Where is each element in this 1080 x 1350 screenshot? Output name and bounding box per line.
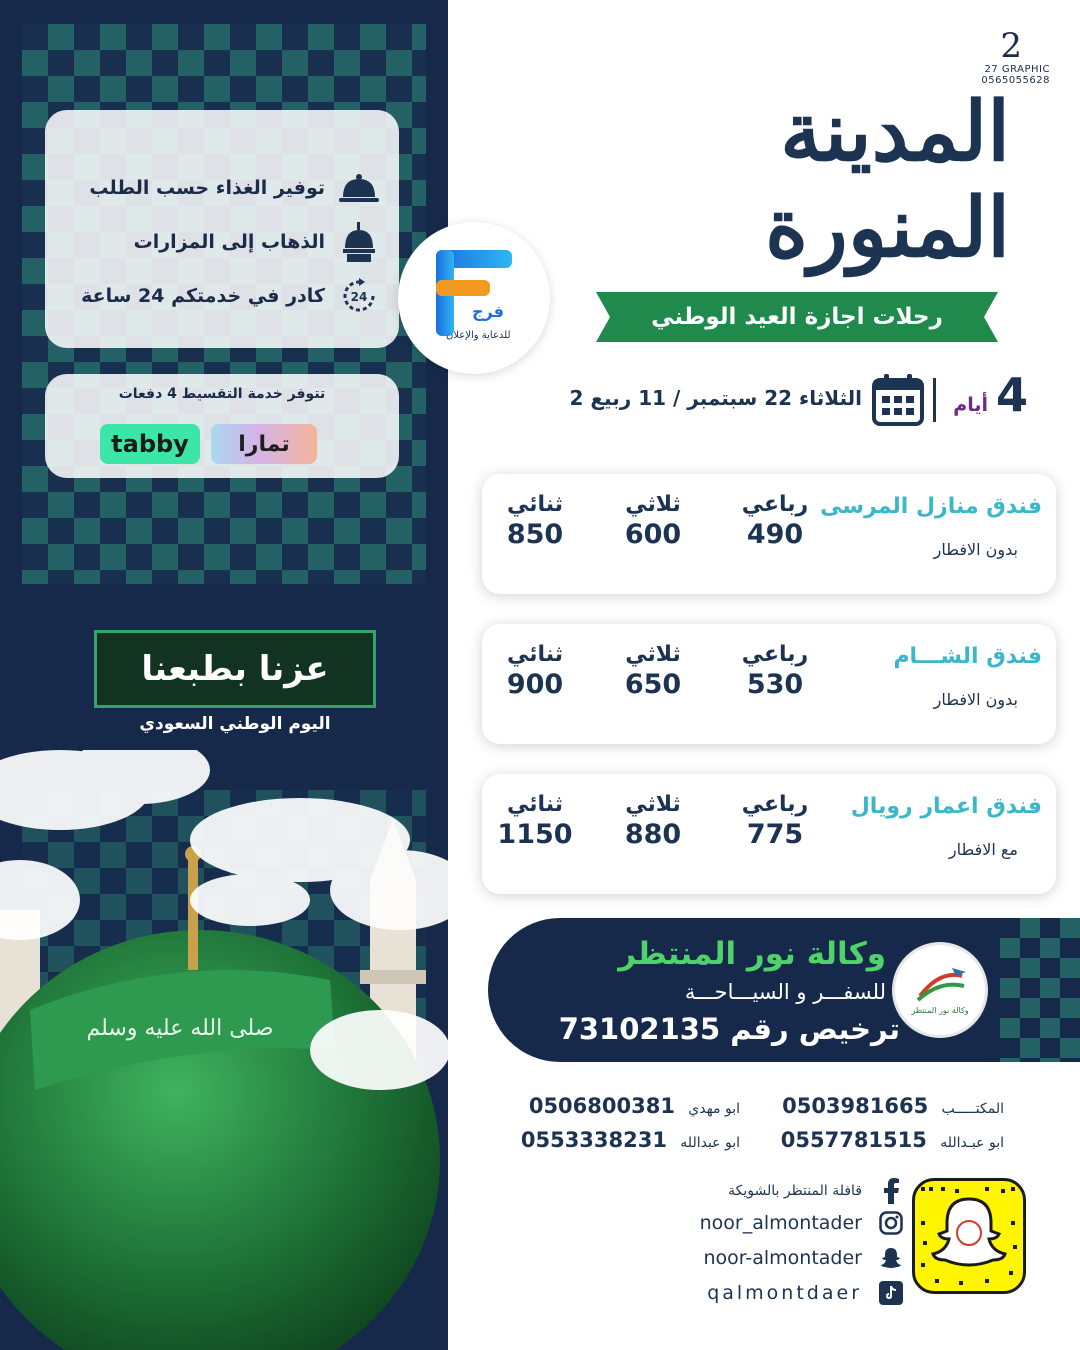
- room-triple: [608, 792, 698, 850]
- tamara-logo: تمارا: [211, 424, 317, 464]
- room-quad: [730, 792, 820, 850]
- contact-abu-mahdi[interactable]: [529, 1094, 740, 1118]
- room-price: 880: [624, 819, 682, 850]
- room-price: 900: [506, 669, 564, 700]
- left-decor-panel: [0, 0, 448, 1350]
- page-title: [540, 84, 1010, 276]
- mosque-icon: [339, 222, 379, 262]
- room-label: رباعي: [741, 642, 809, 667]
- svg-text:24: 24: [350, 290, 368, 304]
- snapchat-icon: [878, 1245, 904, 1271]
- installment-card: [45, 374, 399, 478]
- tiktok-handle: qalmontdaer: [707, 1282, 862, 1304]
- snapchat-handle: noor-almontader: [703, 1247, 862, 1269]
- room-price: 1150: [497, 819, 573, 850]
- tiktok-icon: [878, 1280, 904, 1306]
- hotel-card: [482, 624, 1056, 744]
- advertiser-name: فرج: [472, 302, 504, 321]
- service-text: الذهاب إلى المزارات: [133, 231, 325, 253]
- room-triple: [608, 492, 698, 550]
- facebook-handle: قافلة المنتظر بالشويكة: [728, 1183, 862, 1199]
- hotel-meal: مع الافطار: [948, 840, 1018, 859]
- advertiser-logo: [398, 222, 550, 374]
- agency-banner: [488, 918, 1080, 1062]
- room-double: [490, 792, 580, 850]
- calendar-icon: [872, 374, 924, 430]
- agency-name: وكالة نور المنتظر: [618, 936, 886, 972]
- contact-number: 0503981665: [782, 1094, 929, 1118]
- room-quad: [730, 492, 820, 550]
- f-logo-icon: [398, 222, 550, 374]
- hotel-name: فندق الشـــام: [893, 644, 1042, 669]
- installment-title: تتوفر خدمة التقسيط 4 دفعات: [118, 386, 326, 402]
- social-facebook[interactable]: [728, 1176, 904, 1206]
- designer-name: 27 GRAPHIC: [984, 64, 1050, 75]
- designer-credit: [950, 28, 1050, 86]
- page-title-text: المدينة المنورة: [765, 84, 1010, 276]
- facebook-icon: [878, 1178, 904, 1204]
- snapchat-ghost-icon: [915, 1181, 1023, 1291]
- clock-24-icon: [339, 276, 379, 316]
- room-label: ثلاثي: [625, 492, 681, 517]
- room-double: [490, 642, 580, 700]
- food-cloche-icon: [339, 168, 379, 208]
- hotel-meal: بدون الافطار: [933, 540, 1018, 559]
- national-day-logo: [94, 630, 376, 708]
- green-dome-illustration: [0, 750, 448, 1350]
- service-staff: [59, 276, 379, 316]
- svg-text:صلى الله عليه وسلم: صلى الله عليه وسلم: [86, 1016, 274, 1041]
- airplane-palm-icon: [912, 966, 968, 1006]
- national-day-subtitle: اليوم الوطني السعودي: [139, 714, 331, 734]
- ribbon-text: رحلات اجازة العيد الوطني: [651, 304, 943, 330]
- tabby-logo: tabby: [100, 424, 200, 464]
- agency-logo: [892, 942, 988, 1038]
- room-double: [490, 492, 580, 550]
- room-price: 775: [746, 819, 804, 850]
- contact-number: 0553338231: [520, 1128, 667, 1152]
- hotel-name: فندق اعمار رويال: [850, 794, 1042, 819]
- room-triple: [608, 642, 698, 700]
- days-number: 4: [995, 368, 1028, 422]
- divider: [933, 378, 936, 422]
- room-label: ثلاثي: [625, 642, 681, 667]
- hotel-card: [482, 774, 1056, 894]
- contact-abu-abdullah[interactable]: [781, 1128, 1004, 1152]
- room-label: ثنائي: [506, 642, 564, 667]
- room-price: 650: [624, 669, 682, 700]
- trip-ribbon: [596, 292, 998, 342]
- service-food: [59, 168, 379, 208]
- contact-number: 0506800381: [528, 1094, 675, 1118]
- instagram-icon: [878, 1210, 904, 1236]
- room-label: ثنائي: [506, 492, 564, 517]
- services-card: [45, 110, 399, 348]
- contact-label: ابو مهدي: [688, 1101, 740, 1117]
- agency-tagline: للسفـــر و السيـــاحـــة: [684, 980, 886, 1004]
- room-price: 600: [624, 519, 682, 550]
- social-tiktok[interactable]: [707, 1278, 904, 1308]
- national-day-slogan: عزنا بطبعنا: [141, 649, 329, 689]
- days-label: أيام: [953, 394, 988, 416]
- service-visits: [59, 222, 379, 262]
- contact-office[interactable]: [782, 1094, 1004, 1118]
- agency-logo-text: وكالة نور المنتظر: [911, 1005, 969, 1015]
- designer-mark: 2: [1000, 26, 1022, 66]
- hotel-name: فندق منازل المرسى: [820, 494, 1042, 519]
- service-text: توفير الغذاء حسب الطلب: [89, 177, 325, 199]
- trip-date-row: [548, 370, 1028, 430]
- room-label: ثلاثي: [625, 792, 681, 817]
- contact-label: ابو عبدالله: [680, 1135, 740, 1151]
- contact-number: 0557781515: [780, 1128, 927, 1152]
- contact-label: ابو عبـدالله: [940, 1135, 1004, 1151]
- room-label: رباعي: [741, 792, 809, 817]
- room-price: 490: [746, 519, 804, 550]
- trip-date: الثلاثاء 22 سبتمبر / 11 ربيع 2: [569, 386, 862, 410]
- advertiser-tagline: للدعاية والإعلان: [446, 330, 511, 341]
- agency-license: ترخيص رقم 73102135: [558, 1012, 900, 1046]
- instagram-handle: noor_almontader: [699, 1212, 862, 1234]
- room-price: 850: [506, 519, 564, 550]
- contact-label: المكتـــــب: [941, 1101, 1004, 1117]
- hotel-card: [482, 474, 1056, 594]
- snapcode-qr[interactable]: [912, 1178, 1026, 1294]
- service-text: كادر في خدمتكم 24 ساعة: [81, 285, 325, 307]
- geometric-pattern: [1000, 918, 1080, 1062]
- room-label: رباعي: [741, 492, 809, 517]
- room-quad: [730, 642, 820, 700]
- designer-phone: 0565055628: [981, 75, 1050, 86]
- contact-abu-abdullah-2[interactable]: [521, 1128, 740, 1152]
- hotel-meal: بدون الافطار: [933, 690, 1018, 709]
- room-label: ثنائي: [506, 792, 564, 817]
- social-snapchat[interactable]: [704, 1243, 905, 1273]
- social-instagram[interactable]: [700, 1208, 904, 1238]
- room-price: 530: [746, 669, 804, 700]
